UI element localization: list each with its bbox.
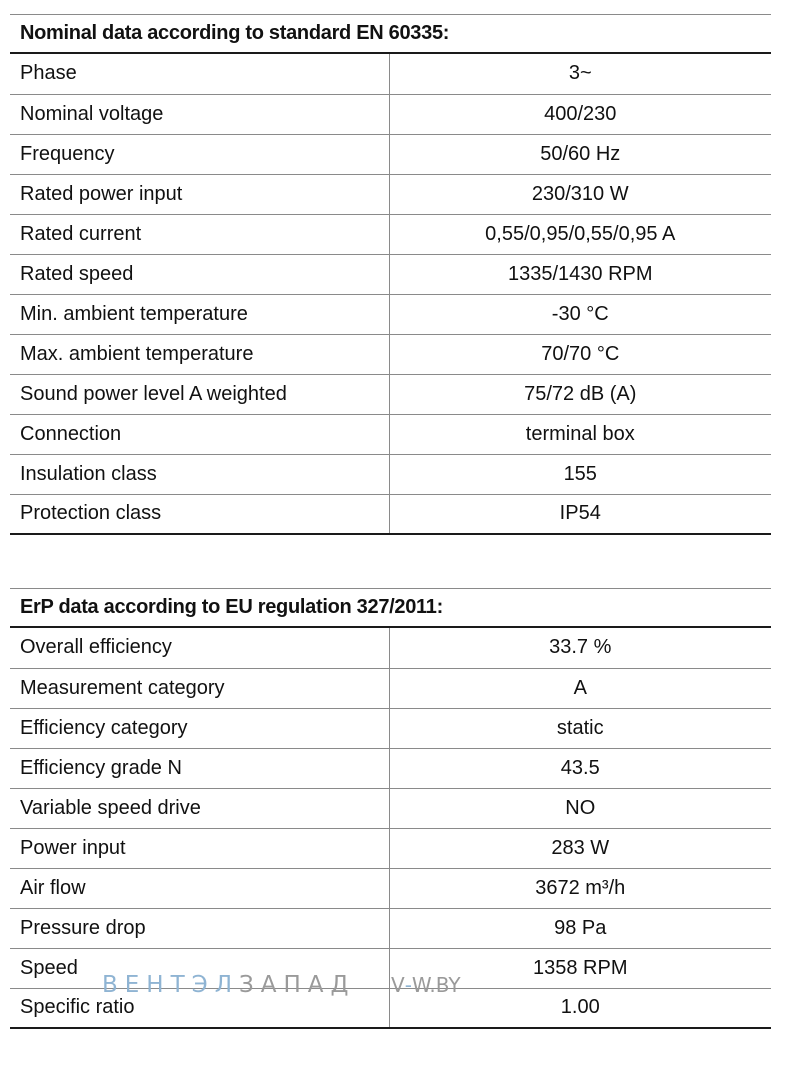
row-label-specific-ratio: Specific ratio: [10, 988, 389, 1028]
nominal-data-section: [10, 14, 771, 535]
row-label-rated-power-input: Rated power input: [10, 174, 389, 214]
row-label-pressure-drop: Pressure drop: [10, 908, 389, 948]
row-value-protection-class: IP54: [389, 494, 771, 534]
row-value-efficiency-grade: 43.5: [389, 748, 771, 788]
row-label-phase: Phase: [10, 54, 389, 94]
row-label-protection-class: Protection class: [10, 494, 389, 534]
row-label-sound-power-level: Sound power level A weighted: [10, 374, 389, 414]
table-row: [10, 668, 771, 708]
row-value-connection: terminal box: [389, 414, 771, 454]
row-value-insulation-class: 155: [389, 454, 771, 494]
nominal-data-table: [10, 54, 771, 535]
table-row: [10, 494, 771, 534]
row-label-variable-speed-drive: Variable speed drive: [10, 788, 389, 828]
table-row: [10, 948, 771, 988]
row-label-connection: Connection: [10, 414, 389, 454]
row-value-air-flow: 3672 m³/h: [389, 868, 771, 908]
watermark-url-suffix: W.BY: [411, 973, 461, 997]
row-value-overall-efficiency: 33.7 %: [389, 628, 771, 668]
table-row: [10, 454, 771, 494]
table-row: [10, 748, 771, 788]
table-row: [10, 628, 771, 668]
table-row: [10, 214, 771, 254]
row-label-max-ambient-temperature: Max. ambient temperature: [10, 334, 389, 374]
row-label-frequency: Frequency: [10, 134, 389, 174]
nominal-data-title: Nominal data according to standard EN 60335:: [10, 14, 771, 54]
erp-data-section: [10, 588, 771, 1029]
watermark-url-prefix: V: [391, 973, 405, 997]
row-value-power-input: 283 W: [389, 828, 771, 868]
row-value-efficiency-category: static: [389, 708, 771, 748]
row-value-phase: 3~: [389, 54, 771, 94]
table-row: [10, 174, 771, 214]
table-row: [10, 908, 771, 948]
watermark-url-dash: -: [404, 973, 412, 997]
row-label-power-input: Power input: [10, 828, 389, 868]
erp-data-table: [10, 628, 771, 1029]
row-value-nominal-voltage: 400/230: [389, 94, 771, 134]
row-value-min-ambient-temperature: -30 °C: [389, 294, 771, 334]
table-row: [10, 134, 771, 174]
row-value-measurement-category: A: [389, 668, 771, 708]
erp-data-title: ErP data according to EU regulation 327/2011:: [10, 588, 771, 628]
row-value-rated-power-input: 230/310 W: [389, 174, 771, 214]
table-row: [10, 254, 771, 294]
table-row: [10, 54, 771, 94]
watermark-brand-part1: ВЕНТЭЛ: [102, 972, 240, 998]
row-value-frequency: 50/60 Hz: [389, 134, 771, 174]
row-value-max-ambient-temperature: 70/70 °C: [389, 334, 771, 374]
watermark-brand-part2: ЗАПАД: [239, 972, 356, 998]
row-label-measurement-category: Measurement category: [10, 668, 389, 708]
row-value-sound-power-level: 75/72 dB (A): [389, 374, 771, 414]
table-row: [10, 988, 771, 1028]
row-value-rated-speed: 1335/1430 RPM: [389, 254, 771, 294]
row-label-rated-speed: Rated speed: [10, 254, 389, 294]
row-label-nominal-voltage: Nominal voltage: [10, 94, 389, 134]
row-value-specific-ratio: 1.00: [389, 988, 771, 1028]
row-label-efficiency-grade: Efficiency grade N: [10, 748, 389, 788]
row-value-pressure-drop: 98 Pa: [389, 908, 771, 948]
row-label-air-flow: Air flow: [10, 868, 389, 908]
row-value-rated-current: 0,55/0,95/0,55/0,95 A: [389, 214, 771, 254]
table-row: [10, 788, 771, 828]
table-row: [10, 708, 771, 748]
row-label-rated-current: Rated current: [10, 214, 389, 254]
row-label-efficiency-category: Efficiency category: [10, 708, 389, 748]
table-row: [10, 334, 771, 374]
table-row: [10, 414, 771, 454]
row-label-insulation-class: Insulation class: [10, 454, 389, 494]
table-row: [10, 828, 771, 868]
row-value-speed: 1358 RPM: [389, 948, 771, 988]
table-row: [10, 94, 771, 134]
row-value-variable-speed-drive: NO: [389, 788, 771, 828]
table-row: [10, 294, 771, 334]
table-row: [10, 374, 771, 414]
table-row: [10, 868, 771, 908]
row-label-overall-efficiency: Overall efficiency: [10, 628, 389, 668]
row-label-speed: Speed: [10, 948, 389, 988]
row-label-min-ambient-temperature: Min. ambient temperature: [10, 294, 389, 334]
